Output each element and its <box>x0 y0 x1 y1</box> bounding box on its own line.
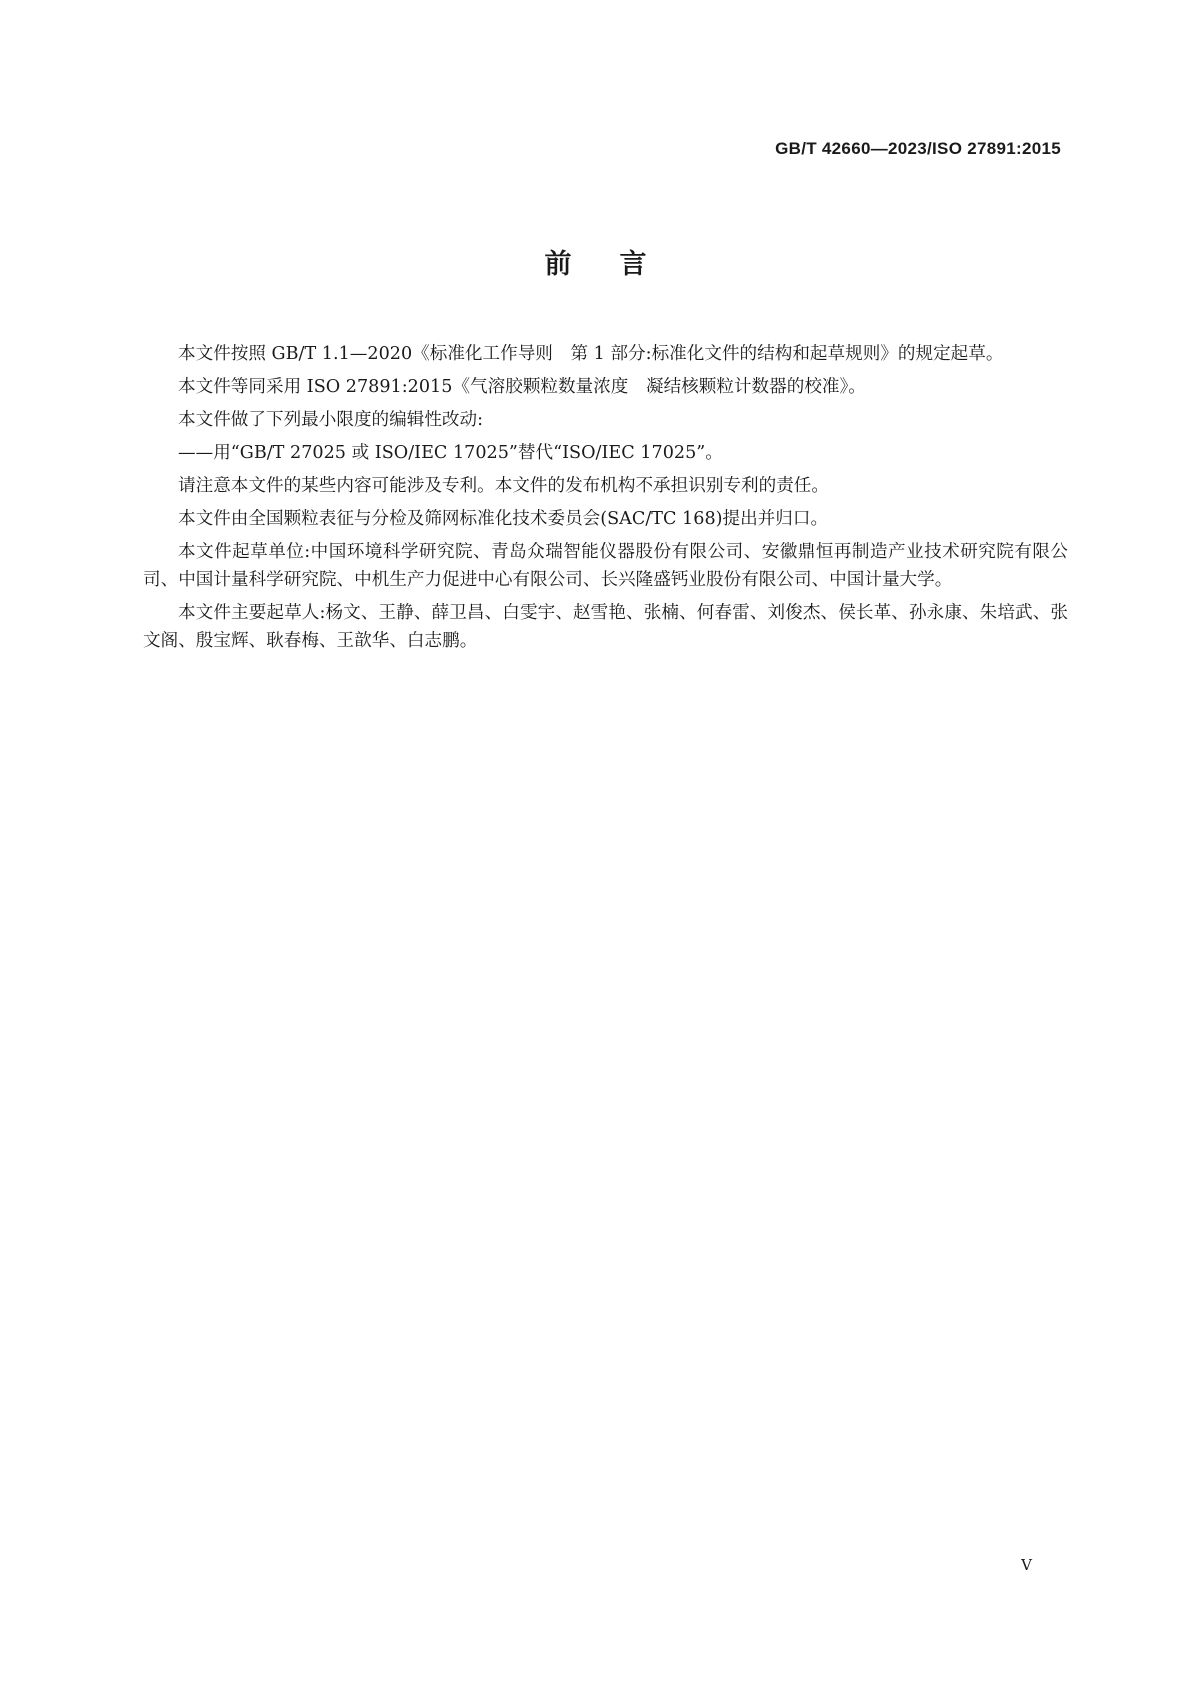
paragraph-edit-item: ——用“GB/T 27025 或 ISO/IEC 17025”替代“ISO/IEC 17025”。 <box>178 443 723 463</box>
document-body <box>143 340 1068 660</box>
paragraph-drafting-units: 本文件起草单位:中国环境科学研究院、青岛众瑞智能仪器股份有限公司、安徽鼎恒再制造产业技术研究院有限公司、中国计量科学研究院、中机生产力促进中心有限公司、长兴隆盛钙业股份有限公司、中国计量大学。 <box>143 542 1068 590</box>
paragraph-drafters: 本文件主要起草人:杨文、王静、薛卫昌、白雯宇、赵雪艳、张楠、何春雷、刘俊杰、侯长革、孙永康、朱培武、张文阁、殷宝辉、耿春梅、王歆华、白志鹏。 <box>143 603 1068 651</box>
paragraph-adoption: 本文件等同采用 ISO 27891:2015《气溶胶颗粒数量浓度 凝结核颗粒计数器的校准》。 <box>178 377 866 397</box>
page-number: V <box>1021 1556 1032 1574</box>
paragraph-edits-intro: 本文件做了下列最小限度的编辑性改动: <box>178 410 484 430</box>
paragraph-drafting-rules: 本文件按照 GB/T 1.1—2020《标准化工作导则 第 1 部分:标准化文件的结构和起草规则》的规定起草。 <box>178 344 1004 364</box>
page-title: 前言 <box>544 249 695 280</box>
standard-code: GB/T 42660—2023/ISO 27891:2015 <box>775 139 1061 158</box>
paragraph-patent-notice: 请注意本文件的某些内容可能涉及专利。本文件的发布机构不承担识别专利的责任。 <box>178 476 829 496</box>
paragraph-committee: 本文件由全国颗粒表征与分检及筛网标准化技术委员会(SAC/TC 168)提出并归口。 <box>178 509 829 529</box>
